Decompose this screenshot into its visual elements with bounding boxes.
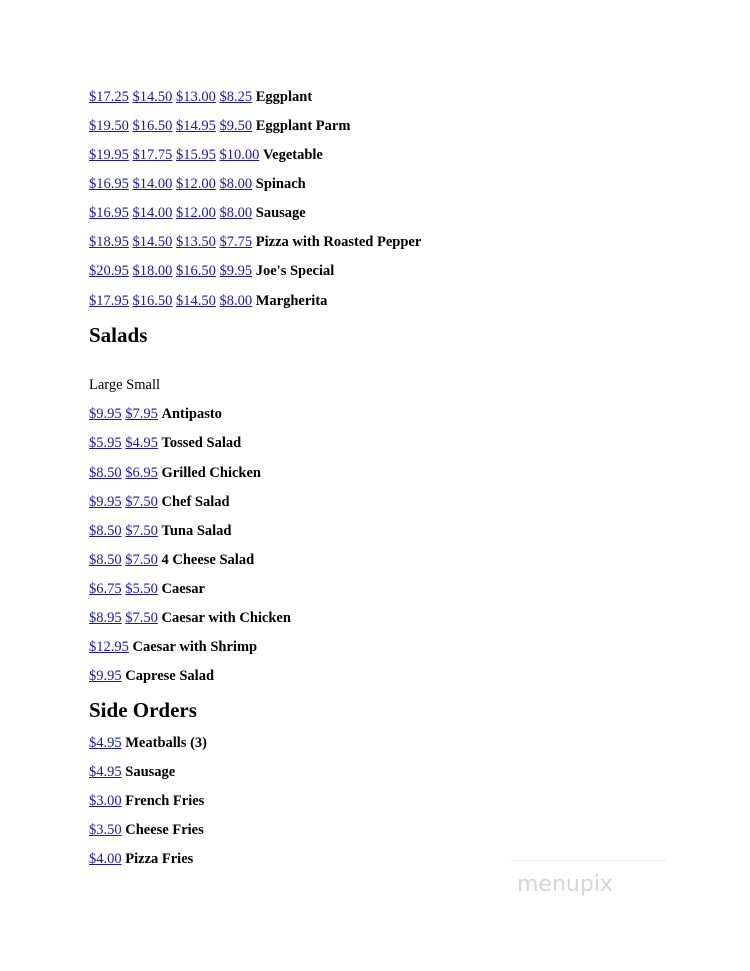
price-link[interactable]: $7.95 xyxy=(125,406,158,422)
price-link[interactable]: $16.50 xyxy=(132,293,173,309)
menu-row xyxy=(89,580,205,598)
menu-row xyxy=(89,522,232,540)
price-link[interactable]: $7.50 xyxy=(125,552,158,568)
price-link[interactable]: $20.95 xyxy=(89,263,129,279)
price-link[interactable]: $17.25 xyxy=(89,89,129,105)
item-name: Cheese Fries xyxy=(125,822,204,838)
price-link[interactable]: $18.95 xyxy=(89,234,129,250)
price-link[interactable]: $9.95 xyxy=(219,263,253,279)
item-name: Tuna Salad xyxy=(161,523,232,539)
price-link[interactable]: $8.25 xyxy=(219,89,253,105)
menu-row xyxy=(89,609,291,627)
price-link[interactable]: $4.00 xyxy=(89,851,122,867)
item-name: Sausage xyxy=(125,764,176,780)
section-heading-side-orders: Side Orders xyxy=(89,698,197,722)
menu-row xyxy=(89,405,222,423)
menu-row xyxy=(89,292,327,310)
price-link[interactable]: $14.00 xyxy=(132,176,173,192)
item-name: Tossed Salad xyxy=(161,435,242,451)
price-link[interactable]: $17.75 xyxy=(132,147,173,163)
item-name: Vegetable xyxy=(263,147,323,163)
menu-row xyxy=(89,551,254,569)
menu-row xyxy=(89,233,421,251)
price-link[interactable]: $14.95 xyxy=(176,118,216,134)
price-link[interactable]: $7.50 xyxy=(125,523,158,539)
price-link[interactable]: $7.50 xyxy=(125,494,158,510)
price-link[interactable]: $9.95 xyxy=(89,668,122,684)
price-link[interactable]: $4.95 xyxy=(125,435,158,451)
price-link[interactable]: $16.50 xyxy=(132,118,173,134)
price-link[interactable]: $6.95 xyxy=(125,465,158,481)
menu-row xyxy=(89,763,175,781)
price-link[interactable]: $7.75 xyxy=(219,234,253,250)
watermark-rule xyxy=(511,860,667,861)
item-name: Pizza with Roasted Pepper xyxy=(255,234,422,250)
watermark-text: menupix xyxy=(517,872,613,897)
size-labels: Large Small xyxy=(89,377,161,393)
price-link[interactable]: $14.50 xyxy=(132,89,173,105)
price-link[interactable]: $15.95 xyxy=(176,147,216,163)
price-link[interactable]: $6.75 xyxy=(89,581,122,597)
menu-row xyxy=(89,667,214,685)
item-name: Eggplant Parm xyxy=(255,118,351,134)
price-link[interactable]: $4.95 xyxy=(89,735,122,751)
menu-row xyxy=(89,117,350,135)
price-link[interactable]: $13.00 xyxy=(176,89,216,105)
price-link[interactable]: $16.50 xyxy=(176,263,216,279)
item-name: Sausage xyxy=(255,205,306,221)
price-link[interactable]: $8.00 xyxy=(219,293,253,309)
price-link[interactable]: $9.50 xyxy=(219,118,253,134)
item-name: French Fries xyxy=(125,793,205,809)
price-link[interactable]: $9.95 xyxy=(89,494,122,510)
price-link[interactable]: $14.50 xyxy=(132,234,173,250)
price-link[interactable]: $18.00 xyxy=(132,263,173,279)
menu-row xyxy=(89,638,257,656)
price-link[interactable]: $7.50 xyxy=(125,610,158,626)
menu-row xyxy=(89,821,204,839)
menu-row xyxy=(89,434,241,452)
menu-row xyxy=(89,850,193,868)
price-link[interactable]: $16.95 xyxy=(89,205,129,221)
menu-row xyxy=(89,262,334,280)
menu-row xyxy=(89,146,323,164)
price-link[interactable]: $14.00 xyxy=(132,205,173,221)
price-link[interactable]: $5.50 xyxy=(125,581,158,597)
price-link[interactable]: $19.50 xyxy=(89,118,129,134)
item-name: Antipasto xyxy=(161,406,222,422)
item-name: Caesar xyxy=(161,581,205,597)
price-link[interactable]: $17.95 xyxy=(89,293,129,309)
menu-row xyxy=(89,464,261,482)
price-link[interactable]: $4.95 xyxy=(89,764,122,780)
price-link[interactable]: $9.95 xyxy=(89,406,122,422)
menu-row xyxy=(89,734,207,752)
price-link[interactable]: $10.00 xyxy=(219,147,260,163)
price-link[interactable]: $3.50 xyxy=(89,822,122,838)
item-name: Caesar with Chicken xyxy=(161,610,291,626)
menu-row xyxy=(89,204,306,222)
price-link[interactable]: $14.50 xyxy=(176,293,216,309)
price-link[interactable]: $8.95 xyxy=(89,610,122,626)
menu-row xyxy=(89,88,312,106)
price-link[interactable]: $8.50 xyxy=(89,465,122,481)
item-name: 4 Cheese Salad xyxy=(161,552,255,568)
price-link[interactable]: $8.00 xyxy=(219,205,253,221)
price-link[interactable]: $12.95 xyxy=(89,639,129,655)
price-link[interactable]: $5.95 xyxy=(89,435,122,451)
price-link[interactable]: $19.95 xyxy=(89,147,129,163)
item-name: Spinach xyxy=(255,176,306,192)
price-link[interactable]: $8.50 xyxy=(89,552,122,568)
item-name: Margherita xyxy=(255,293,328,309)
price-link[interactable]: $12.00 xyxy=(176,176,216,192)
item-name: Eggplant xyxy=(255,89,313,105)
item-name: Caprese Salad xyxy=(125,668,215,684)
price-link[interactable]: $8.50 xyxy=(89,523,122,539)
price-link[interactable]: $8.00 xyxy=(219,176,253,192)
price-link[interactable]: $3.00 xyxy=(89,793,122,809)
section-heading-salads: Salads xyxy=(89,323,148,347)
price-link[interactable]: $16.95 xyxy=(89,176,129,192)
menupix-watermark xyxy=(517,872,627,904)
price-link[interactable]: $12.00 xyxy=(176,205,216,221)
item-name: Meatballs (3) xyxy=(125,735,207,751)
menu-row xyxy=(89,792,204,810)
menu-row xyxy=(89,493,230,511)
item-name: Pizza Fries xyxy=(125,851,194,867)
item-name: Joe's Special xyxy=(255,263,335,279)
item-name: Caesar with Shrimp xyxy=(132,639,258,655)
price-link[interactable]: $13.50 xyxy=(176,234,216,250)
item-name: Chef Salad xyxy=(161,494,230,510)
item-name: Grilled Chicken xyxy=(161,465,261,481)
menu-row xyxy=(89,175,306,193)
